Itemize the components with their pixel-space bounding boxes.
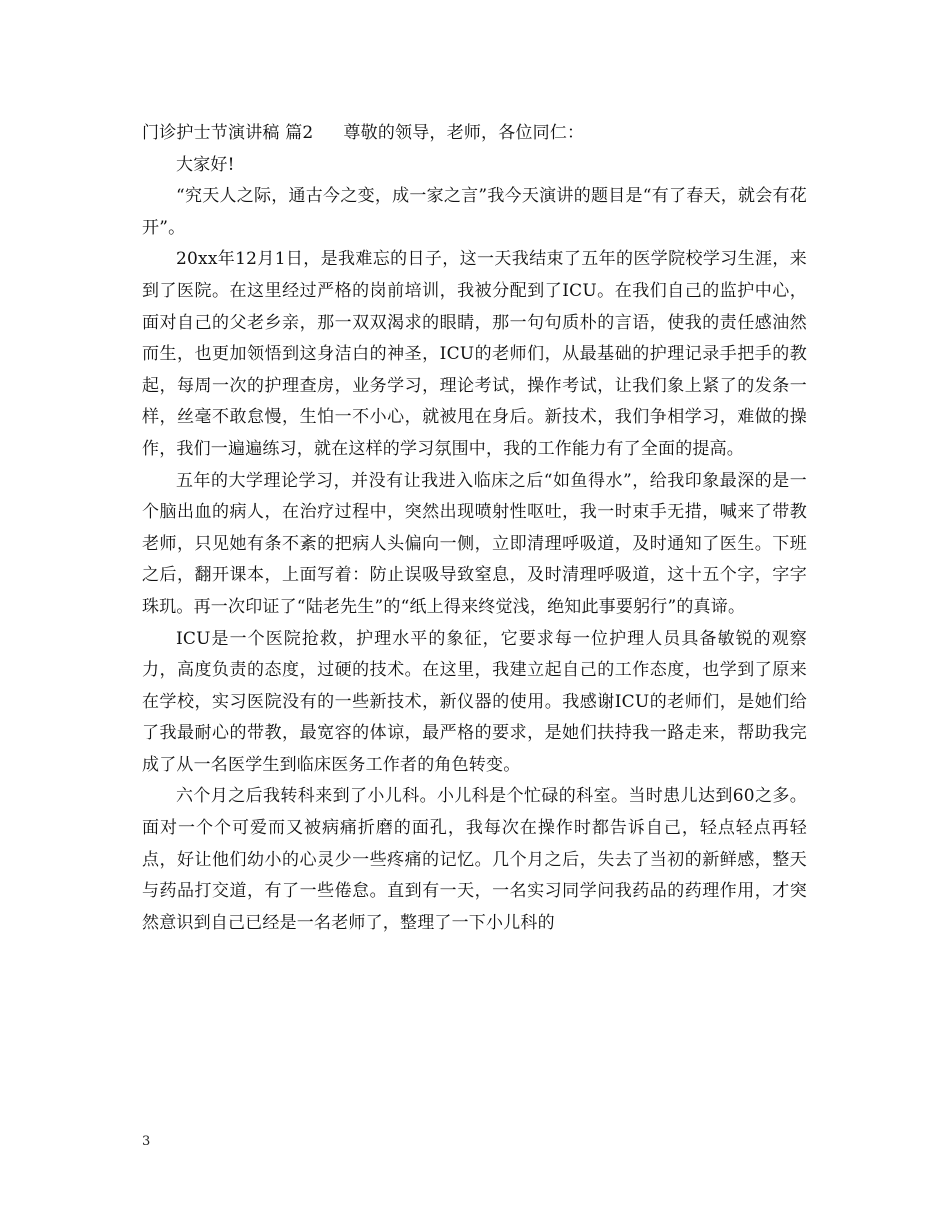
document-body	[142, 118, 807, 939]
salutation: 尊敬的领导，老师，各位同仁：	[343, 123, 585, 143]
paragraph-topic: “究天人之际，通古今之变，成一家之言”我今天演讲的题目是“有了春天，就会有花开”。	[142, 186, 807, 238]
page-number: 3	[142, 1134, 151, 1149]
paragraph-greeting: 大家好!	[176, 154, 235, 175]
document-title: 门诊护士节演讲稿 篇2	[142, 123, 314, 143]
paragraph-pediatrics: 六个月之后我转科来到了小儿科。小儿科是个忙碌的科室。当时患儿达到60之多。面对一个个可爱而又被病痛折磨的面孔，我每次在操作时都告诉自己，轻点轻点再轻点，好让他们幼小的心灵少一些疼痛的记忆。几个月之后，失去了当初的新鲜感，整天与药品打交道，有了一些倦怠。直到有一天，一名实习同学问我药品的药理作用，才突然意识到自己已经是一名老师了，整理了一下小儿科的	[142, 786, 807, 933]
title-line	[142, 118, 807, 150]
paragraph-clinical-lesson: 五年的大学理论学习，并没有让我进入临床之后“如鱼得水”，给我印象最深的是一个脑出血的病人，在治疗过程中，突然出现喷射性呕吐，我一时束手无措，喊来了带教老师，只见她有条不紊的把病人头偏向一侧，立即清理呼吸道，及时通知了医生。下班之后，翻开课本，上面写着：防止误吸导致窒息，及时清理呼吸道，这十五个字，字字珠玑。再一次印证了“陆老先生”的“纸上得来终觉浅，绝知此事要躬行”的真谛。	[142, 470, 807, 617]
paragraph-icu-thanks: ICU是一个医院抢救，护理水平的象征，它要求每一位护理人员具备敏锐的观察力，高度负责的态度，过硬的技术。在这里，我建立起自己的工作态度，也学到了原来在学校，实习医院没有的一些新技术，新仪器的使用。我感谢ICU的老师们，是她们给了我最耐心的带教，最宽容的体谅，最严格的要求，是她们扶持我一路走来，帮助我完成了从一名医学生到临床医务工作者的角色转变。	[142, 628, 807, 775]
paragraph-icu-start: 20xx年12月1日，是我难忘的日子，这一天我结束了五年的医学院校学习生涯，来到了医院。在这里经过严格的岗前培训，我被分配到了ICU。在我们自己的监护中心，面对自己的父老乡亲，那一双双渴求的眼睛，那一句句质朴的言语，使我的责任感油然而生，也更加领悟到这身洁白的神圣，ICU的老师们，从最基础的护理记录手把手的教起，每周一次的护理查房，业务学习，理论考试，操作考试，让我们象上紧了的发条一样，丝毫不敢怠慢，生怕一不小心，就被甩在身后。新技术，我们争相学习，难做的操作，我们一遍遍练习，就在这样的学习氛围中，我的工作能力有了全面的提高。	[142, 249, 807, 459]
